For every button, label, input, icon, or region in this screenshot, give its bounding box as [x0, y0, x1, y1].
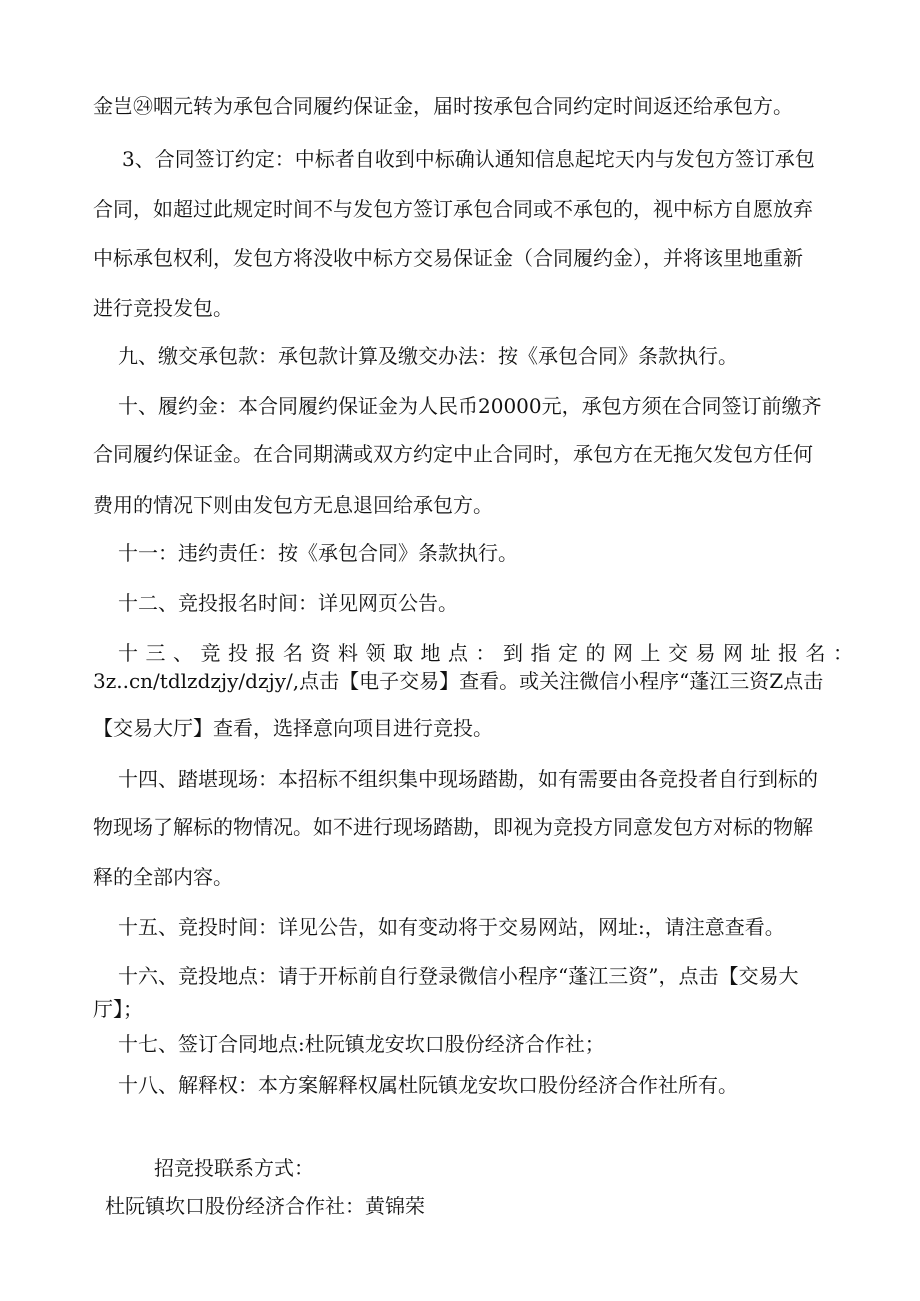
text-line-4: 中标承包权利，发包方将没收中标方交易保证金（合同履约金），并将该里地重新	[93, 246, 803, 270]
text-line-1: 金岂㉔咽元转为承包合同履约保证金，届时按承包合同约定时间返还给承包方。	[93, 94, 793, 118]
text-line-17: 释的全部内容。	[93, 865, 233, 889]
item13-char: 报	[255, 641, 276, 665]
text-line-5: 进行竞投发包。	[93, 296, 233, 320]
item13-char: 址	[750, 641, 771, 665]
item13-char: 名	[805, 641, 826, 665]
text-line-16: 物现场了解标的物情况。如不进行现场踏勘，即视为竞投方同意发包方对标的物解	[93, 815, 813, 839]
item13-char: 十	[118, 641, 138, 665]
item13-char: 指	[530, 641, 551, 665]
text-line-8: 合同履约保证金。在合同期满或双方约定中止合同时，承包方在无拖欠发包方任何	[93, 442, 813, 466]
contact-line: 杜阮镇坎口股份经济合作社：黄锦荣	[105, 1194, 425, 1218]
item13-char: 、	[173, 641, 193, 665]
item13-char: 到	[503, 641, 523, 665]
text-line-20: 厅】；	[93, 997, 143, 1021]
text-line-3: 合同，如超过此规定时间不与发包方签订承包合同或不承包的，视中标方自愿放弃	[93, 197, 813, 221]
item13-char: 定	[558, 641, 578, 665]
item13-char: 上	[640, 641, 661, 665]
text-line-6: 九、缴交承包款：承包款计算及缴交办法：按《承包合同》条款执行。	[118, 344, 738, 368]
item13-char: 点	[448, 641, 468, 665]
text-line-22: 十八、解释权：本方案解释权属杜阮镇龙安坎口股份经济合作社所有。	[118, 1073, 738, 1097]
text-line-9: 费用的情况下则由发包方无息退回给承包方。	[93, 493, 493, 517]
item13-char: 易	[695, 641, 716, 665]
text-line-2: 3、合同签订约定：中标者自收到中标确认通知信息起坨天内与发包方签订承包	[122, 147, 815, 171]
item13-char: 取	[393, 641, 413, 665]
text-line-15: 十四、踏堪现场：本招标不组织集中现场踏勘，如有需要由各竞投者自行到标的	[118, 767, 818, 791]
item13-char: 投	[228, 641, 248, 665]
text-line-11: 十二、竞投报名时间：详见网页公告。	[118, 591, 458, 615]
item13-char: 领	[365, 641, 386, 665]
item13-char: ：	[475, 641, 496, 665]
item13-char: 资	[310, 641, 331, 665]
text-line-13: 3z..cn/tdlzdzjy/dzjy/,点击【电子交易】查看。或关注微信小程序“蓬江三资Z点击	[93, 669, 824, 693]
item13-char: 交	[668, 641, 688, 665]
item13-char: 名	[283, 641, 303, 665]
text-line-7: 十、履约金：本合同履约保证金为人民币20000元，承包方须在合同签订前缴齐	[118, 394, 822, 418]
item13-char: 三	[145, 641, 166, 665]
text-line-18: 十五、竞投时间：详见公告，如有变动将于交易网站，网址:，请注意查看。	[118, 915, 785, 939]
item13-char: 网	[723, 641, 743, 665]
contact-heading: 招竞投联系方式：	[154, 1156, 314, 1180]
text-line-21: 十七、签订合同地点:杜阮镇龙安坎口股份经济合作社；	[118, 1032, 605, 1056]
item13-char: 地	[420, 641, 441, 665]
text-line-14: 【交易大厅】查看，选择意向项目进行竞投。	[93, 716, 493, 740]
text-line-12	[118, 640, 853, 666]
item13-char: 网	[613, 641, 633, 665]
text-line-10: 十一：违约责任：按《承包合同》条款执行。	[118, 541, 518, 565]
item13-char: ：	[833, 641, 853, 665]
item13-char: 的	[585, 641, 606, 665]
item13-char: 料	[338, 641, 358, 665]
item13-char: 报	[778, 641, 798, 665]
item13-char: 竞	[200, 641, 221, 665]
text-line-19: 十六、竞投地点：请于开标前自行登录微信小程序“蓬江三资”，点击【交易大	[118, 964, 799, 988]
